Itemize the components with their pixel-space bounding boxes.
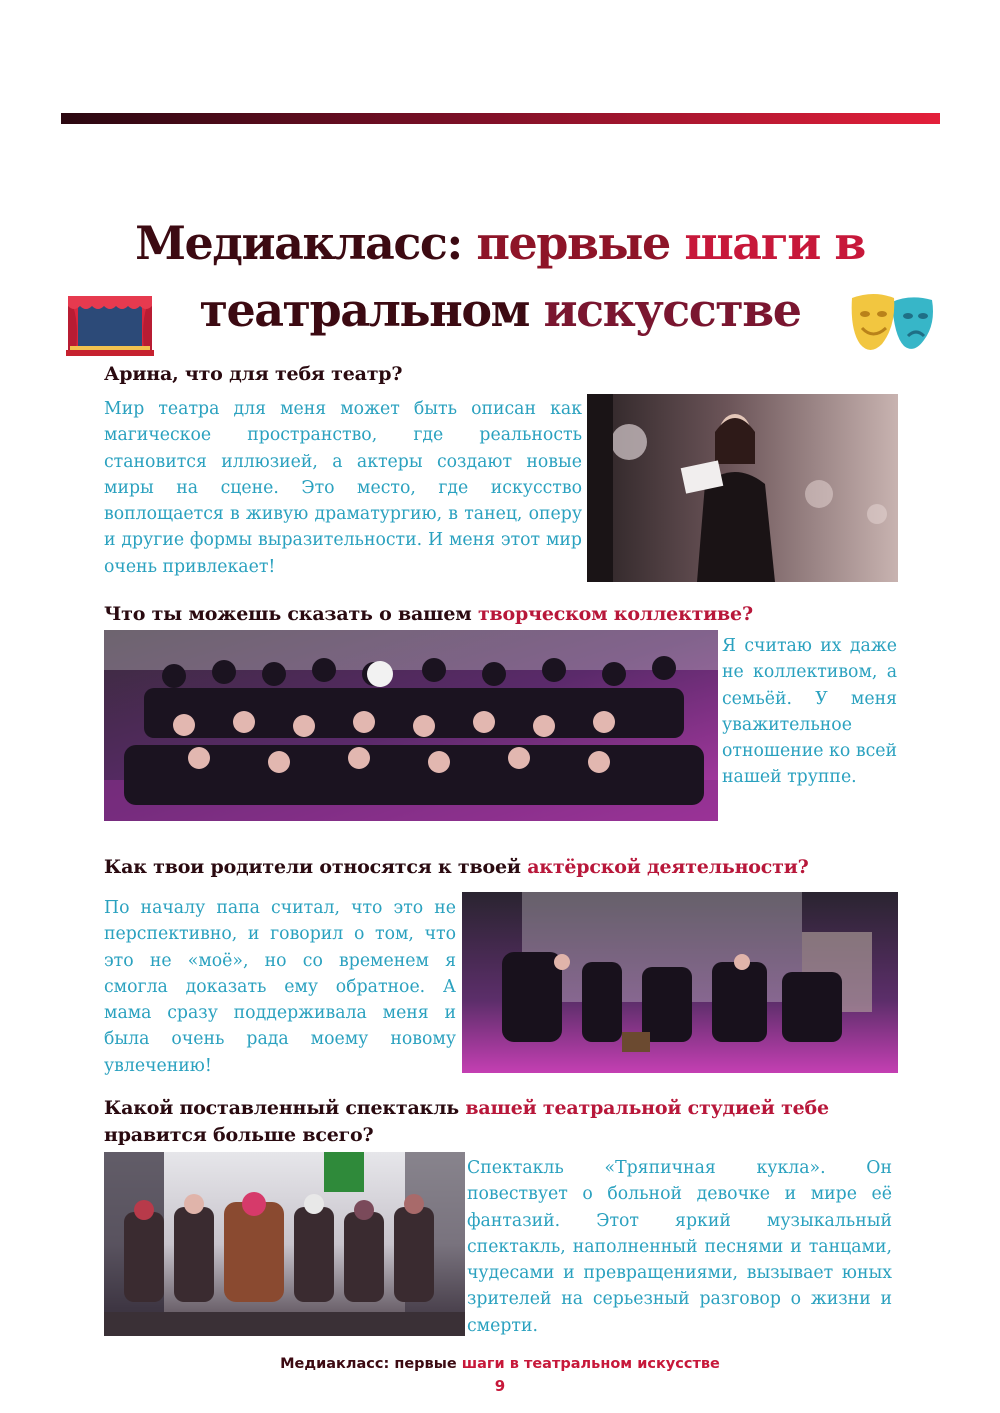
question-3 bbox=[104, 856, 809, 880]
title-word-first: первые bbox=[476, 216, 670, 270]
question-2-highlight: творческом коллективе? bbox=[477, 603, 753, 625]
photo-speaker-on-stage bbox=[587, 394, 898, 582]
header-gradient-bar bbox=[61, 113, 940, 124]
question-4-text: Какой поставленный спектакль bbox=[104, 1097, 459, 1119]
question-4-line-1 bbox=[104, 1097, 829, 1121]
answer-1: Мир театра для меня может быть описан как магическое пространство, где реальность становится иллюзией, а актеры создают новые миры на сцене. Это место, где искусство воплощается в живую драматургию, в танец, оперу и другие формы выразительности. И меня этот мир очень привлекает! bbox=[104, 399, 582, 577]
title-word-steps: шаги в bbox=[684, 216, 865, 270]
question-2-text: Что ты можешь сказать о вашем bbox=[104, 603, 472, 625]
question-3-text: Как твои родители относятся к твоей bbox=[104, 856, 521, 878]
page-title-line-1 bbox=[0, 216, 1000, 270]
photo-stage-performance bbox=[462, 892, 898, 1073]
question-1: Арина, что для тебя театр? bbox=[104, 363, 403, 385]
page-number: 9 bbox=[494, 1377, 506, 1395]
question-3-highlight: актёрской деятельности? bbox=[527, 856, 809, 878]
question-4-highlight: вашей театральной студией тебе bbox=[465, 1097, 829, 1119]
title-word-mediaclass: Медиакласс: bbox=[135, 216, 462, 270]
answer-3: По началу папа считал, что это не перспективно, и говорил о том, что это не «моё», но со временем я смогла доказать ему обратное. А мама сразу поддерживала меня и была очень рада моему новому увлечению! bbox=[104, 898, 456, 1076]
footer-title bbox=[0, 1356, 1000, 1372]
photo-troupe-group bbox=[104, 630, 718, 821]
question-4-line-2: нравится больше всего? bbox=[104, 1124, 374, 1146]
theater-curtain-icon bbox=[66, 292, 154, 358]
question-2 bbox=[104, 603, 753, 627]
footer-title-red: шаги в театральном искусстве bbox=[461, 1356, 720, 1372]
theater-masks-icon bbox=[848, 290, 938, 360]
answer-4: Спектакль «Тряпичная кукла». Он повествует о больной девочке и мире её фантазий. Этот яркий музыкальный спектакль, наполненный песнями и танцами, чудесами и превращениями, вызывает юных зрителей на серьезный разговор о жизни и смерти. bbox=[467, 1158, 892, 1336]
title-word-theatrical: театральном bbox=[199, 283, 529, 337]
answer-2: Я считаю их даже не коллективом, а семьёй. У меня уважительное отношение ко всей нашей труппе. bbox=[722, 636, 897, 788]
photo-rag-doll-play bbox=[104, 1152, 465, 1336]
footer-title-dark: Медиакласс: первые bbox=[280, 1356, 457, 1372]
title-word-art: искусстве bbox=[543, 283, 801, 337]
